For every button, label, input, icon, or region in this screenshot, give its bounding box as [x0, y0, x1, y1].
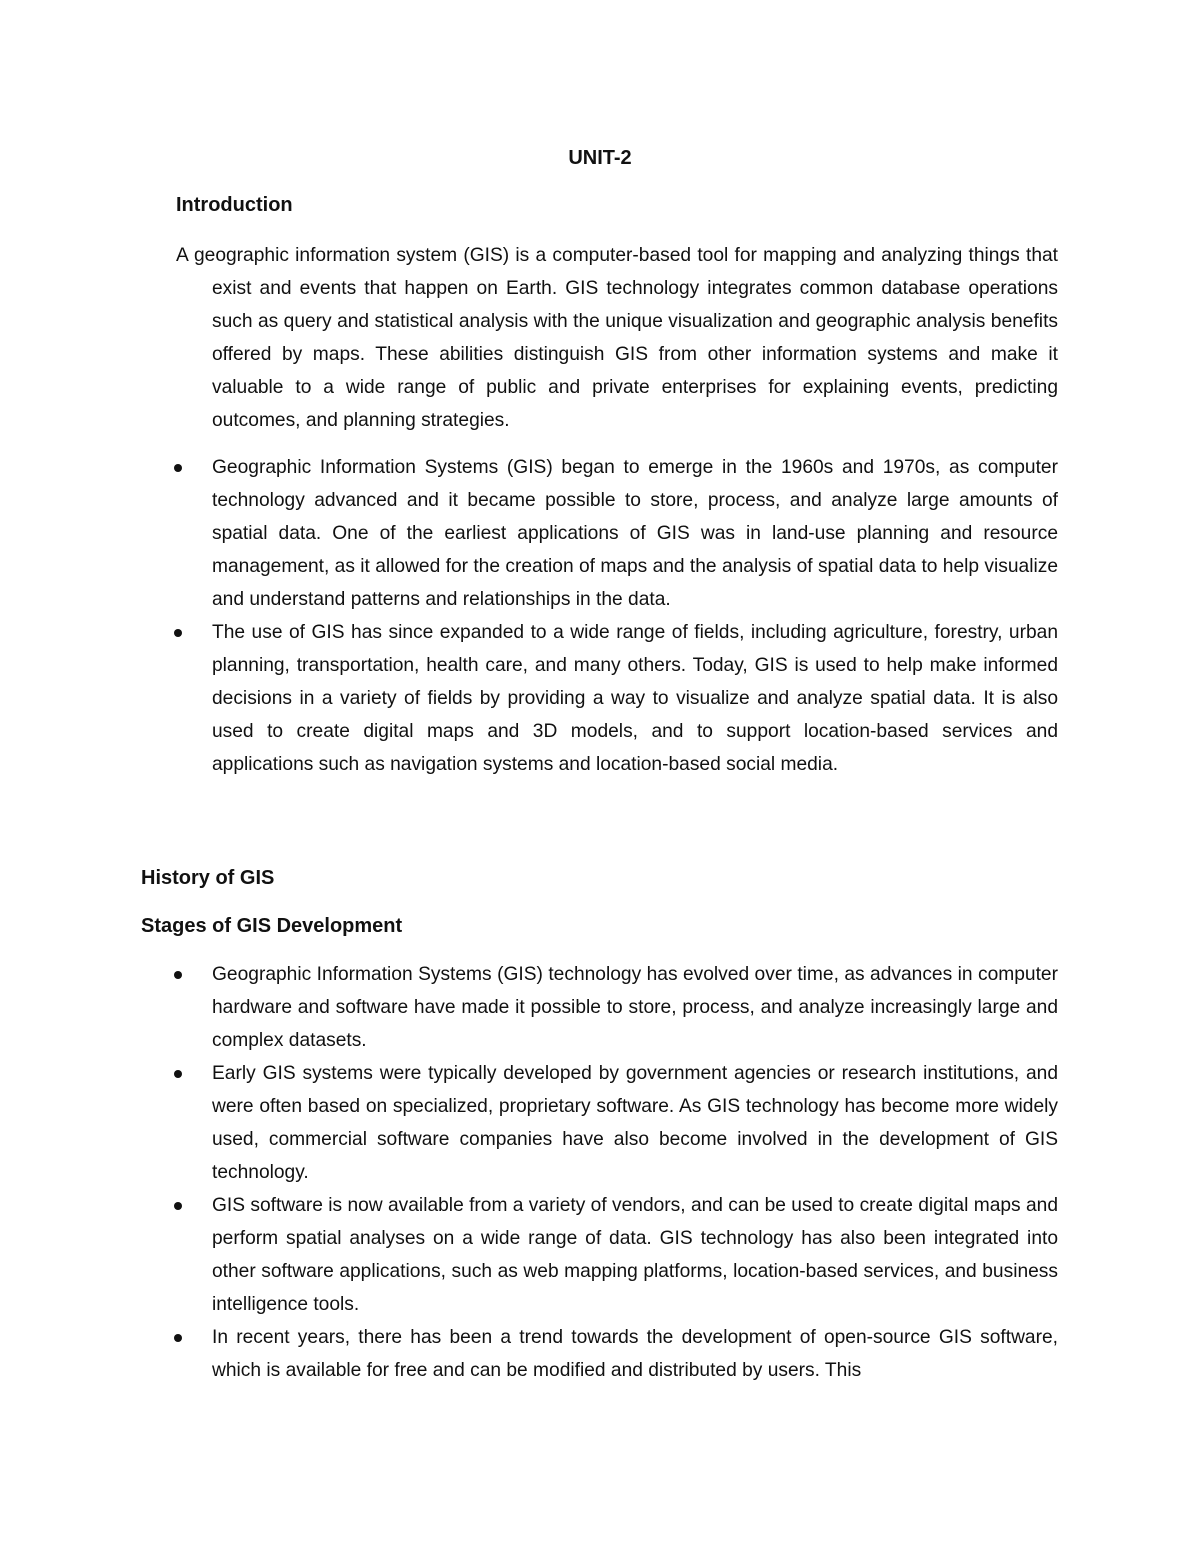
list-item-text: The use of GIS has since expanded to a wide range of fields, including agriculture, forestry, urban planning, transportation, health care, and many others. Today, GIS is used to help make informed decisions in a variety of fields by providing a way to visualize and analyze spatial data. It is also used to create digital maps and 3D models, and to support location-based services and applications such as navigation systems and location-based social media. — [212, 622, 1058, 775]
list-item — [168, 616, 1058, 781]
list-item — [168, 958, 1058, 1057]
bullet-icon — [174, 1070, 182, 1078]
history-heading: History of GIS — [141, 867, 275, 889]
list-item — [168, 1189, 1058, 1321]
stages-heading: Stages of GIS Development — [141, 915, 403, 937]
list-item-text: GIS software is now available from a variety of vendors, and can be used to create digital maps and perform spatial analyses on a wide range of data. GIS technology has also been integrated into other software applications, such as web mapping platforms, location-based services, and business intelligence tools. — [212, 1195, 1058, 1315]
introduction-paragraph: A geographic information system (GIS) is a computer-based tool for mapping and analyzing things that exist and events that happen on Earth. GIS technology integrates common database operations such as query and statistical analysis with the unique visualization and geographic analysis benefits offered by maps. These abilities distinguish GIS from other information systems and make it valuable to a wide range of public and private enterprises for explaining events, predicting outcomes, and planning strategies. — [176, 245, 1058, 431]
introduction-heading: Introduction — [176, 194, 293, 216]
bullet-icon — [174, 1202, 182, 1210]
bullet-icon — [174, 464, 182, 472]
list-item — [168, 1057, 1058, 1189]
unit-title: UNIT-2 — [568, 147, 632, 169]
bullet-icon — [174, 971, 182, 979]
list-item-text: In recent years, there has been a trend towards the development of open-source GIS software, which is available for free and can be modified and distributed by users. This — [212, 1327, 1058, 1381]
bullet-icon — [174, 629, 182, 637]
list-item — [168, 1321, 1058, 1387]
list-item-text: Geographic Information Systems (GIS) technology has evolved over time, as advances in computer hardware and software have made it possible to store, process, and analyze increasingly large and complex datasets. — [212, 964, 1058, 1051]
list-item — [168, 451, 1058, 616]
list-item-text: Early GIS systems were typically developed by government agencies or research institutions, and were often based on specialized, proprietary software. As GIS technology has become more widely used, commercial software companies have also become involved in the development of GIS technology. — [212, 1063, 1058, 1183]
stages-bullet-list — [168, 958, 1058, 1387]
introduction-bullet-list — [168, 451, 1058, 781]
bullet-icon — [174, 1334, 182, 1342]
list-item-text: Geographic Information Systems (GIS) began to emerge in the 1960s and 1970s, as computer technology advanced and it became possible to store, process, and analyze large amounts of spatial data. One of the earliest applications of GIS was in land-use planning and resource management, as it allowed for the creation of maps and the analysis of spatial data to help visualize and understand patterns and relationships in the data. — [212, 457, 1058, 610]
